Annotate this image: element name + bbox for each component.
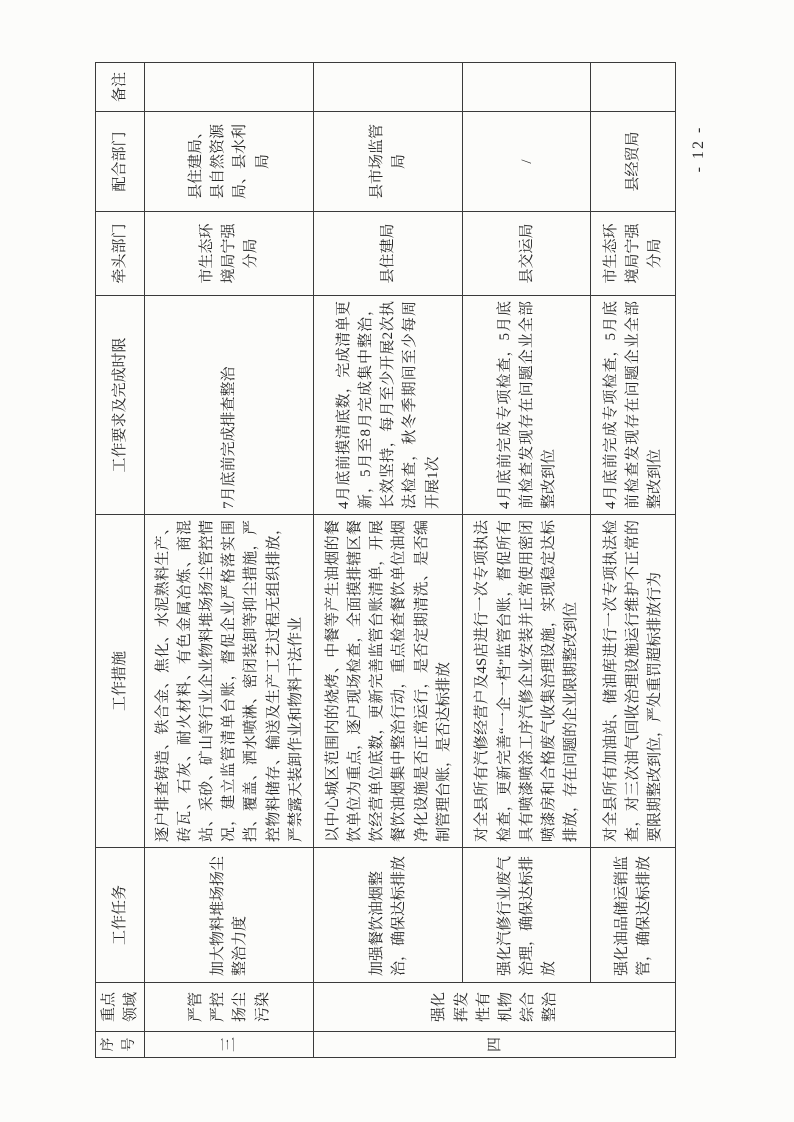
- table-header-row: [96, 63, 145, 1058]
- row2-requirements-deadline: 4月底前摸清底数，完成清单更新，5月至8月完成集中整治，长效坚持，每月至少开展2次执法检查，秋冬季期间至少每周开展1次: [314, 296, 463, 515]
- header-requirements-deadline: 工作要求及完成时限: [96, 296, 145, 515]
- table-row: [314, 63, 463, 1058]
- row3-requirements-deadline: 4月底前完成专项检查，5月底前检查发现存在问题企业全部整改到位: [463, 296, 591, 515]
- row3-remarks: [463, 63, 591, 112]
- row4-lead-department: 市生态环境局宁强分局: [591, 212, 676, 296]
- header-key-area: 重点领域: [96, 983, 145, 1032]
- row4-support-department: 县经贸局: [591, 112, 676, 212]
- row1-lead-department: 市生态环境局宁强分局: [145, 212, 314, 296]
- row1-seq-number: 三: [145, 1032, 314, 1058]
- header-remarks: 备注: [96, 63, 145, 112]
- header-work-measures: 工作措施: [96, 515, 145, 848]
- row4-remarks: [591, 63, 676, 112]
- row2-key-area: 强化挥发性有机物综合整治: [314, 983, 676, 1032]
- row2-remarks: [314, 63, 463, 112]
- row2-seq-number: 四: [314, 1032, 676, 1058]
- row1-key-area: 严管严控扬尘污染: [145, 983, 314, 1032]
- table-row: [591, 63, 676, 1058]
- row4-requirements-deadline: 4月底前完成专项检查，5月底前检查发现存在问题企业全部整改到位: [591, 296, 676, 515]
- row2-work-measures: 以中心城区范围内的烧烤、中餐等产生油烟的餐饮单位为重点，逐户现场检查，全面摸排辖区餐饮经营单位底数，更新完善监管台账清单，开展餐饮油烟集中整治行动，重点检查餐饮单位油烟净化设施是否正常运行，是否定期清洗、是否编制管理台账，是否达标排放: [314, 515, 463, 848]
- table-row: [145, 63, 314, 1058]
- row3-work-task: 强化汽修行业废气治理，确保达标排放: [463, 848, 591, 983]
- table-row: [463, 63, 591, 1058]
- row3-lead-department: 县交运局: [463, 212, 591, 296]
- page-number: - 12 -: [690, 125, 707, 173]
- row3-work-measures: 对全县所有汽修经营户及4S店进行一次专项执法检查，更新完善“一企一档”监管台账，督促所有具有喷漆喷涂工序汽修企业安装并正常使用密闭喷漆房和合格废气收集治理设施，实现稳定达标排放，存在问题的企业限期整改到位: [463, 515, 591, 848]
- header-seq-number: 序号: [96, 1032, 145, 1058]
- row1-work-task: 加大物料堆场扬尘整治力度: [145, 848, 314, 983]
- row4-work-task: 强化油品储运销监管，确保达标排放: [591, 848, 676, 983]
- row1-requirements-deadline: 7月底前完成排查整治: [145, 296, 314, 515]
- row3-support-department: /: [463, 112, 591, 212]
- row2-support-department: 县市场监管局: [314, 112, 463, 212]
- header-support-department: 配合部门: [96, 112, 145, 212]
- row1-remarks: [145, 63, 314, 112]
- row4-work-measures: 对全县所有加油站、储油库进行一次专项执法检查，对三次油气回收治理设施运行维护不正常的要限期整改到位，严处重罚超标排放行为: [591, 515, 676, 848]
- row1-support-department: 县住建局、县自然资源局、县水利局: [145, 112, 314, 212]
- header-work-task: 工作任务: [96, 848, 145, 983]
- header-lead-department: 牵头部门: [96, 212, 145, 296]
- row1-work-measures: 逐户排查铸造、铁合金、焦化、水泥熟料生产、砖瓦、石灰、耐火材料、有色金属冶炼、商混站、采砂、矿山等行业企业物料堆场扬尘管控情况，建立监管清单台账，督促企业严格落实围挡、覆盖、洒水喷淋、密闭装卸等抑尘措施，严控物料储存、输送及生产工艺过程无组织排放，严禁露天装卸作业和物料干法作业: [145, 515, 314, 848]
- row2-lead-department: 县住建局: [314, 212, 463, 296]
- work-plan-table: [95, 62, 676, 1058]
- row2-work-task: 加强餐饮油烟整治，确保达标排放: [314, 848, 463, 983]
